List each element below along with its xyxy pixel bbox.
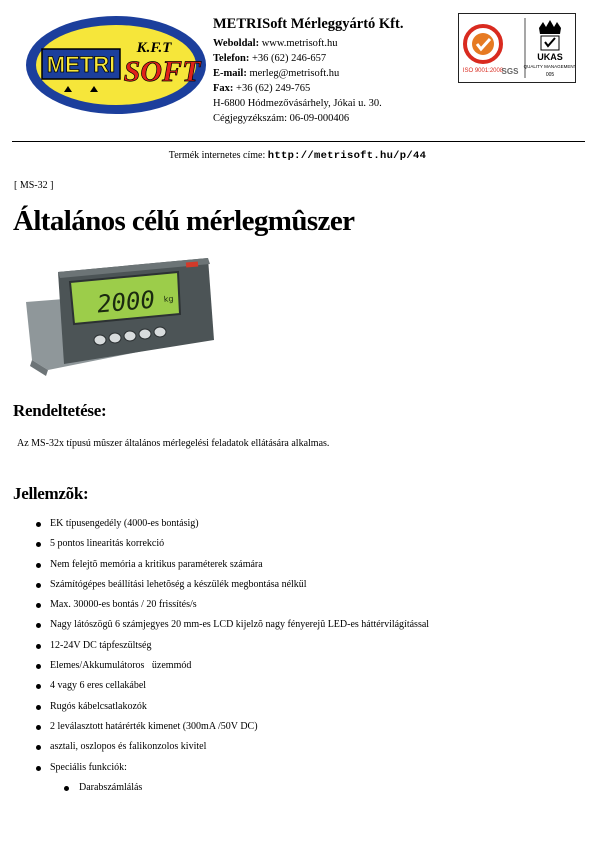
bullet-icon — [36, 542, 41, 547]
fax-label: Fax: — [213, 83, 234, 94]
bullet-icon — [36, 664, 41, 669]
web-address-label: Termék internetes címe: — [168, 150, 266, 161]
bullet-icon — [36, 603, 41, 608]
fax-value: +36 (62) 249-765 — [236, 83, 311, 94]
ukas-sub-label: QUALITY MANAGEMENT — [523, 64, 575, 69]
logo-text-left: METRI — [46, 52, 116, 77]
iso-cert-icon — [463, 26, 504, 74]
ukas-label: UKAS — [537, 52, 563, 62]
bullet-icon — [36, 563, 41, 568]
purpose-heading: Rendeltetése: — [13, 401, 107, 420]
logo-text-kft: K.F.T — [136, 40, 172, 56]
product-image — [18, 252, 218, 382]
company-name: METRISoft Mérleggyártó Kft. — [213, 16, 404, 32]
list-item: asztali, oszlopos és falikonzolos kivitel — [0, 737, 595, 757]
list-item: 5 pontos linearitás korrekció — [0, 534, 595, 554]
page-title: Általános célú mérlegmûszer — [13, 205, 355, 237]
bullet-icon — [36, 623, 41, 628]
phone-line — [213, 51, 453, 66]
bullet-icon — [64, 786, 69, 791]
list-item: Speciális funkciók: — [0, 758, 595, 778]
certification-box — [458, 13, 576, 83]
phone-label: Telefon: — [213, 53, 250, 64]
bullet-icon — [36, 684, 41, 689]
registry-number: Cégjegyzékszám: 06-09-000406 — [213, 113, 350, 124]
bullet-icon — [36, 644, 41, 649]
features-heading: Jellemzõk: — [13, 484, 89, 503]
company-info — [213, 15, 453, 126]
website-line — [213, 36, 453, 51]
list-item: Max. 30000-es bontás / 20 frissítés/s — [0, 595, 595, 615]
fax-line — [213, 81, 453, 96]
bullet-icon — [36, 725, 41, 730]
list-item: Nem felejtõ memória a kritikus paraméterek számára — [0, 555, 595, 575]
bullet-icon — [36, 522, 41, 527]
list-item: 12-24V DC tápfeszültség — [0, 636, 595, 656]
product-web-address — [0, 150, 595, 162]
list-item: 2 leválasztott határérték kimenet (300mA /50V DC) — [0, 717, 595, 737]
phone-value: +36 (62) 246-657 — [252, 53, 327, 64]
list-item: Rugós kábelcsatlakozók — [0, 697, 595, 717]
bullet-icon — [36, 766, 41, 771]
email-line — [213, 66, 453, 81]
website-label: Weboldal: — [213, 38, 260, 49]
product-url-link[interactable]: http://metrisoft.hu/p/44 — [267, 150, 427, 162]
bullet-icon — [36, 583, 41, 588]
website-link[interactable]: www.metrisoft.hu — [261, 38, 338, 49]
product-code: [ MS-32 ] — [14, 180, 54, 191]
logo-text-right: SOFT — [123, 55, 201, 88]
company-logo — [24, 14, 208, 116]
lcd-value: 2000 — [95, 285, 157, 319]
ukas-crown-icon — [539, 20, 561, 50]
list-item: Számítógépes beállítási lehetõség a készülék megbontása nélkül — [0, 575, 595, 595]
device-brand-badge-icon — [186, 261, 198, 267]
email-link[interactable]: merleg@metrisoft.hu — [249, 68, 340, 79]
list-item: Nagy látószögû 6 számjegyes 20 mm-es LCD kijelzõ nagy fényerejû LED-es háttérvilágítással — [0, 615, 595, 635]
bullet-icon — [36, 705, 41, 710]
address: H-6800 Hódmezővásárhely, Jókai u. 30. — [213, 98, 382, 109]
list-item: 4 vagy 6 eres cellakábel — [0, 676, 595, 696]
special-functions-list — [0, 778, 595, 798]
iso-label: ISO 9001:2008 — [462, 68, 504, 74]
email-label: E-mail: — [213, 68, 247, 79]
bullet-icon — [36, 745, 41, 750]
ukas-number: 005 — [545, 72, 555, 78]
list-item: Elemes/Akkumulátoros üzemmód — [0, 656, 595, 676]
list-item: Darabszámlálás — [0, 778, 595, 798]
header-divider — [12, 141, 585, 142]
purpose-text: Az MS-32x típusú mûszer általános mérlegelési feladatok ellátására alkalmas. — [17, 438, 330, 449]
features-list — [0, 514, 595, 778]
list-item: EK típusengedély (4000-es bontásig) — [0, 514, 595, 534]
lcd-unit: kg — [163, 294, 174, 304]
sgs-label: SGS — [501, 67, 519, 76]
